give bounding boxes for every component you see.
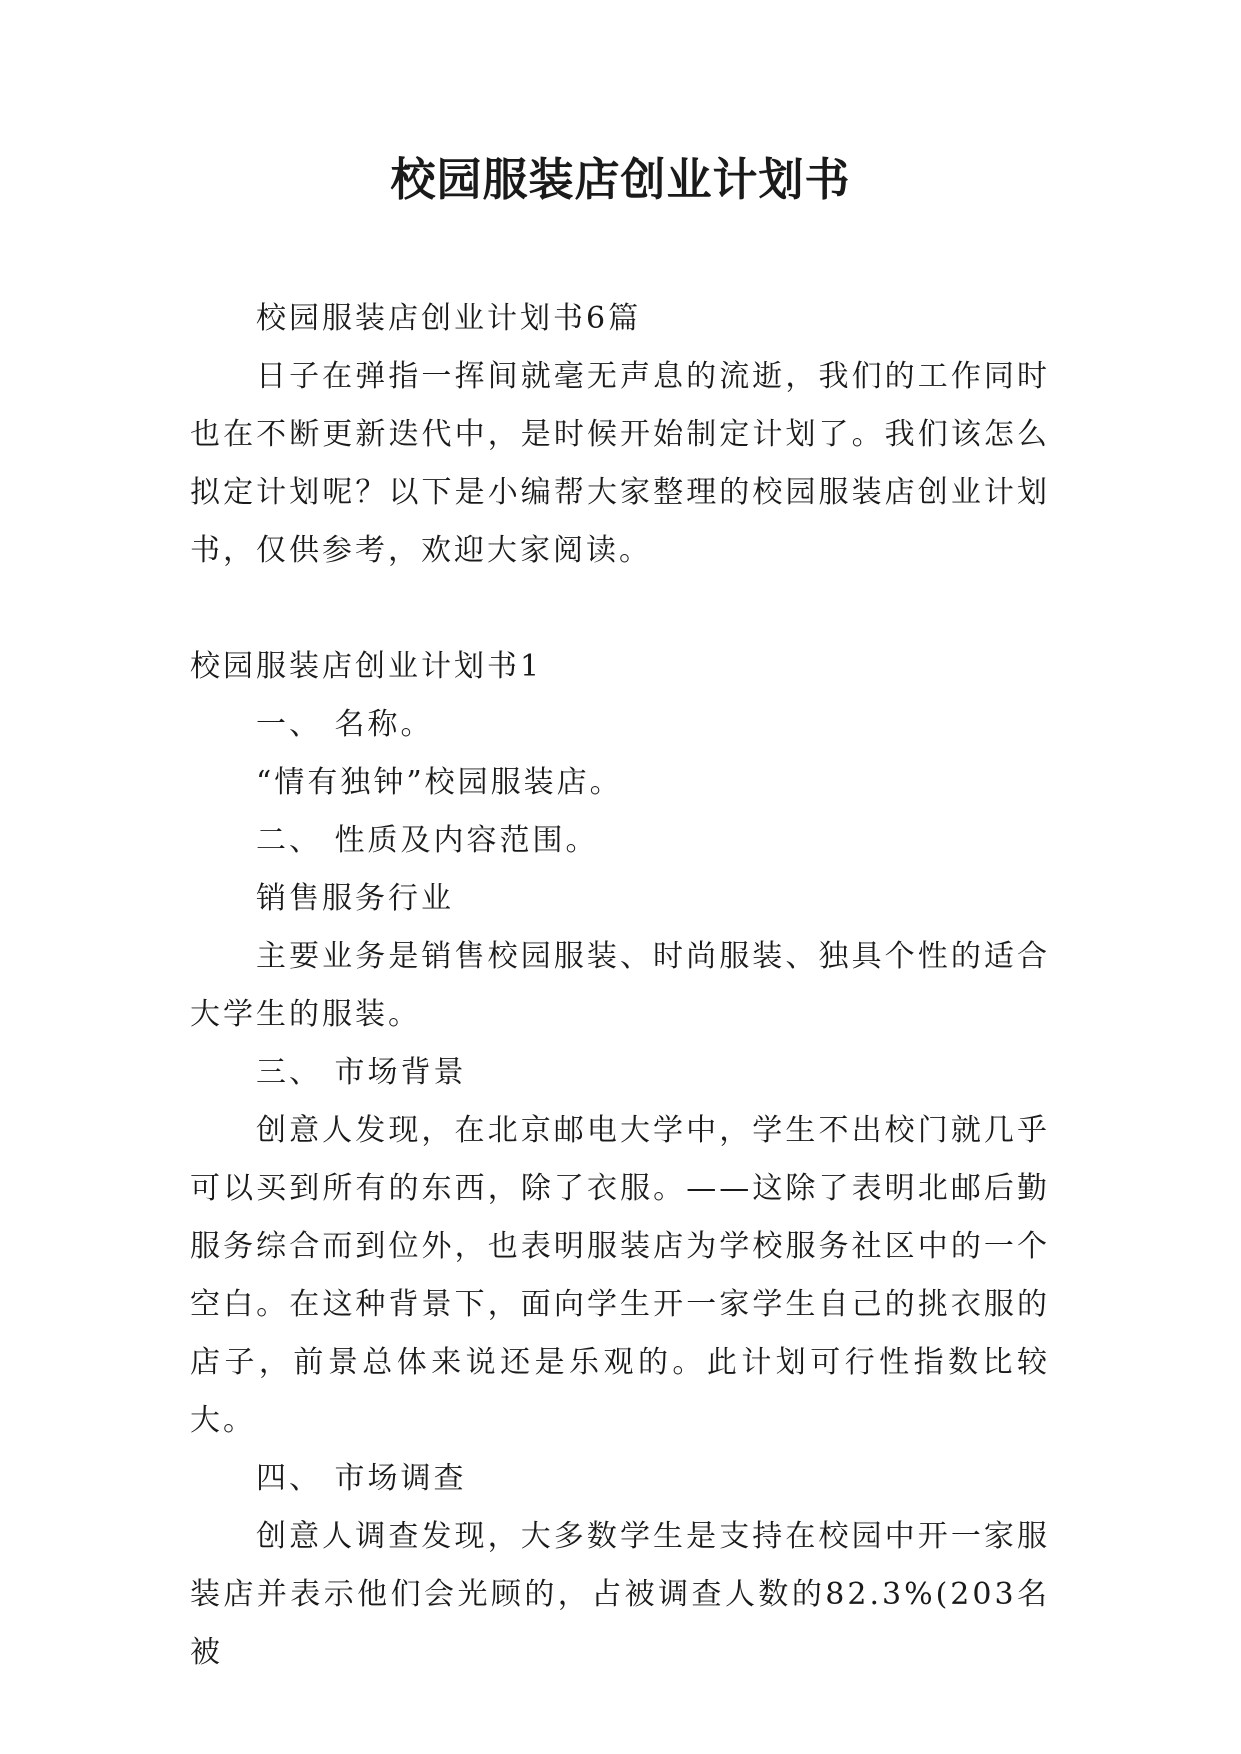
item-text-industry: 销售服务行业 [256, 881, 454, 916]
item-text-business: 主要业务是销售校园服装、时尚服装、独具个性的适合大学生的服装。 [190, 939, 1050, 1032]
section-heading: 校园服装店创业计划书1 [190, 649, 543, 684]
document-body [190, 290, 1050, 1682]
paragraph-gap [190, 580, 1050, 638]
intro-paragraph: 日子在弹指一挥间就毫无声息的流逝，我们的工作同时也在不断更新迭代中，是时候开始制定计划了。我们该怎么拟定计划呢？以下是小编帮大家整理的校园服装店创业计划书，仅供参考，欢迎大家阅读。 [190, 359, 1050, 568]
item-heading-name: 一、 名称。 [256, 707, 434, 742]
document-title: 校园服装店创业计划书 [390, 153, 851, 206]
item-text-market-background: 创意人发现，在北京邮电大学中，学生不出校门就几乎可以买到所有的东西，除了衣服。——这除了表明北邮后勤服务综合而到位外，也表明服装店为学校服务社区中的一个空白。在这种背景下，面向学生开一家学生自己的挑衣服的店子，前景总体来说还是乐观的。此计划可行性指数比较大。 [190, 1113, 1050, 1438]
document-subtitle: 校园服装店创业计划书6篇 [256, 301, 642, 336]
item-text-name: “情有独钟”校园服装店。 [256, 765, 623, 800]
item-heading-market-survey: 四、 市场调查 [256, 1461, 467, 1496]
item-text-market-survey: 创意人调查发现，大多数学生是支持在校园中开一家服装店并表示他们会光顾的，占被调查人数的82.3%(203名被 [190, 1519, 1050, 1670]
item-heading-nature: 二、 性质及内容范围。 [256, 823, 599, 858]
item-heading-market-background: 三、 市场背景 [256, 1055, 467, 1090]
